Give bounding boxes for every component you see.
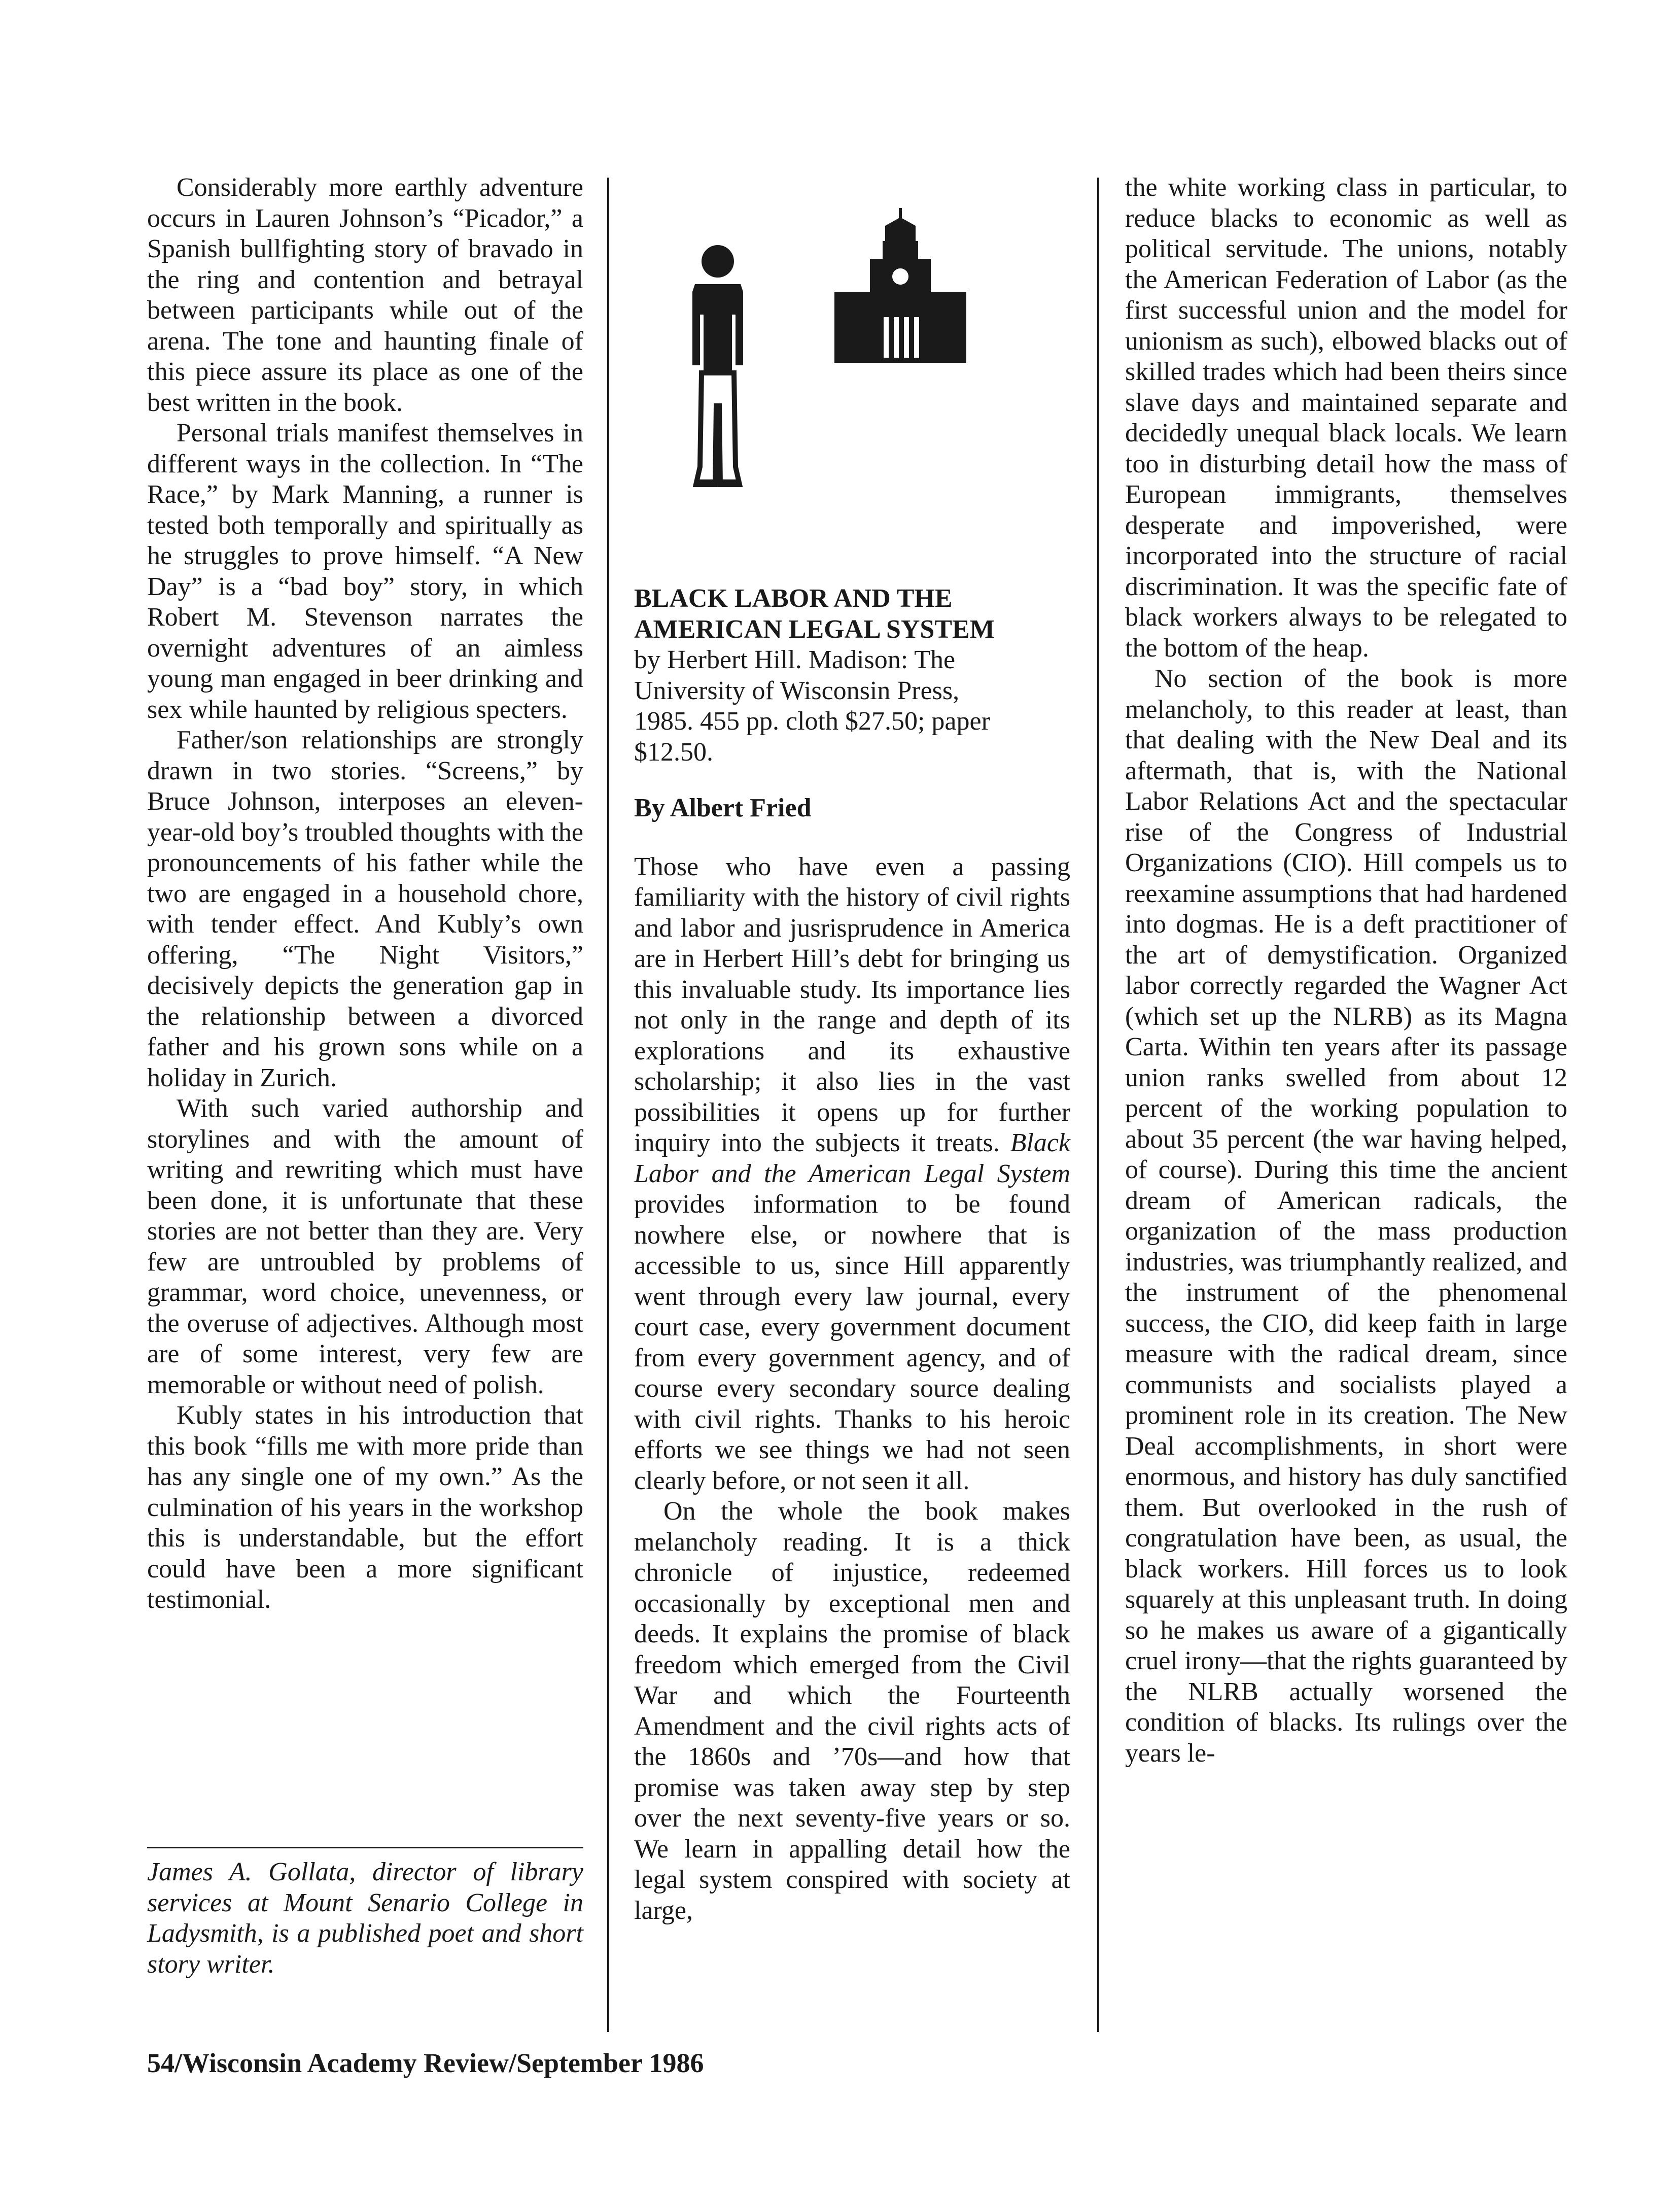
book-title-line: AMERICAN LEGAL SYSTEM [634, 614, 995, 644]
paragraph: Personal trials manifest themselves in different ways in the collection. In “The Race,” by Mark Manning, a runner is tested both temporally and spiritually as he struggles to prove himself. “A New Day” is a “bad boy” story, in which Robert M. Stevenson narrates the overnight adventures of an aimless young man engaged in beer drinking and sex while haunted by religious specters. [147, 419, 583, 724]
book-title [634, 583, 1070, 645]
paragraph: With such varied authorship and storylines and with the amount of writing and rewriting which must have been done, it is unfortunate that these stories are not better than they are. Very few are untroubled by problems of grammar, word choice, unevenness, or the overuse of adjectives. Although most are of some interest, very few are memorable or without need of polish. [147, 1094, 583, 1399]
worker-figure-icon [692, 245, 743, 487]
book-title-italic: Black Labor and the American Legal System [634, 1128, 1070, 1188]
book-info-line: by Herbert Hill. Madison: The [634, 645, 956, 674]
book-info-line: $12.50. [634, 737, 713, 767]
column-2 [634, 583, 1070, 1926]
author-bio: James A. Gollata, director of library services at Mount Senario College in Ladysmith, is a published poet and short story writer. [147, 1857, 583, 1979]
capitol-building-icon [834, 208, 966, 363]
paragraph: On the whole the book makes melancholy reading. It is a thick chronicle of injustice, redeemed occasionally by exceptional men and deeds. It explains the promise of black freedom which emerged from the Civil War and which the Fourteenth Amendment and the civil rights acts of the 1860s and ’70s—and how that promise was taken away step by step over the next seventy-five years or so. We learn in appalling detail how the legal system conspired with society at large, [634, 1497, 1070, 1925]
column-divider [607, 178, 609, 2032]
book-title-line: BLACK LABOR AND THE [634, 584, 953, 613]
paragraph-text: Those who have even a passing familiarity with the history of civil rights and labor and jusrisprudence in America are in Herbert Hill’s debt for bringing us this invaluable study. Its importance lies not only in the range and depth of its explorations and its exhaustive scholarship; it also lies in the vast possibilities it opens up for further inquiry into the subjects it treats. [634, 852, 1070, 1157]
page-footer: 54/Wisconsin Academy Review/September 1986 [147, 2048, 704, 2078]
paragraph: Father/son relationships are strongly drawn in two stories. “Screens,” by Bruce Johnson, interposes an eleven-year-old boy’s troubled thoughts with the pronouncements of his father while the two are engaged in a household chore, with tender effect. And Kubly’s own offering, “The Night Visitors,” decisively depicts the generation gap in the relationship between a divorced father and his grown sons while on a holiday in Zurich. [147, 726, 583, 1092]
paragraph: No section of the book is more melancholy, to this reader at least, than that dealing with the New Deal and its aftermath, that is, with the National Labor Relations Act and the spectacular rise of the Congress of Industrial Organizations (CIO). Hill compels us to reexamine assumptions that had hardened into dogmas. He is a deft practitioner of the art of demystification. Organized labor correctly regarded the Wagner Act (which set up the NLRB) as its Magna Carta. Within ten years after its passage union ranks swelled from about 12 percent of the working population to about 35 percent (the war having helped, of course). During this time the ancient dream of American radicals, the organization of the mass production industries, was triumphantly realized, and the instrument of the phenomenal success, the CIO, did keep faith in large measure with the radical dream, since communists and socialists played a prominent role in its creation. The New Deal accomplishments, in short were enormous, and history has duly sanctified them. But overlooked in the rush of congratulation have been, as usual, the black workers. Hill forces us to look squarely at this unpleasant truth. In doing so he makes us aware of a gigantically cruel irony—that the rights guaranteed by the NLRB actually worsened the condition of blacks. Its rulings over the years le- [1125, 664, 1567, 1768]
paragraph-text: provides information to be found nowhere else, or nowhere that is accessible to us, since Hill apparently went through every law journal, every court case, every government document from every government agency, and of course every secondary source dealing with civil rights. Thanks to his heroic efforts we see things we had not seen clearly before, or not seen it all. [634, 1190, 1070, 1495]
divider [147, 1847, 583, 1848]
book-info-line: University of Wisconsin Press, [634, 676, 960, 705]
column-1 [147, 173, 583, 1615]
byline: By Albert Fried [634, 794, 812, 822]
column-3 [1125, 173, 1567, 1769]
paragraph: Considerably more earthly adventure occurs in Lauren Johnson’s “Picador,” a Spanish bullfighting story of bravado in the ring and contention and betrayal between participants while out of the arena. The tone and haunting finale of this piece assure its place as one of the best written in the book. [147, 173, 583, 417]
illustration [659, 203, 1065, 507]
paragraph: Kubly states in his introduction that this book “fills me with more pride than has any single one of my own.” As the culmination of his years in the workshop this is understandable, but the effort could have been a more significant testimonial. [147, 1401, 583, 1614]
paragraph [634, 852, 1070, 1497]
column-divider [1097, 178, 1099, 2032]
paragraph: the white working class in particular, to reduce blacks to economic as well as political servitude. The unions, notably the American Federation of Labor (as the first successful union and the model for unionism as such), elbowed blacks out of skilled trades which had been theirs since slave days and maintained separate and decidedly unequal black locals. We learn too in disturbing detail how the mass of European immigrants, themselves desperate and impoverished, were incorporated into the structure of racial discrimination. It was the specific fate of black workers always to be relegated to the bottom of the heap. [1125, 173, 1567, 663]
book-info-line: 1985. 455 pp. cloth $27.50; paper [634, 707, 990, 736]
book-info [634, 645, 1070, 768]
